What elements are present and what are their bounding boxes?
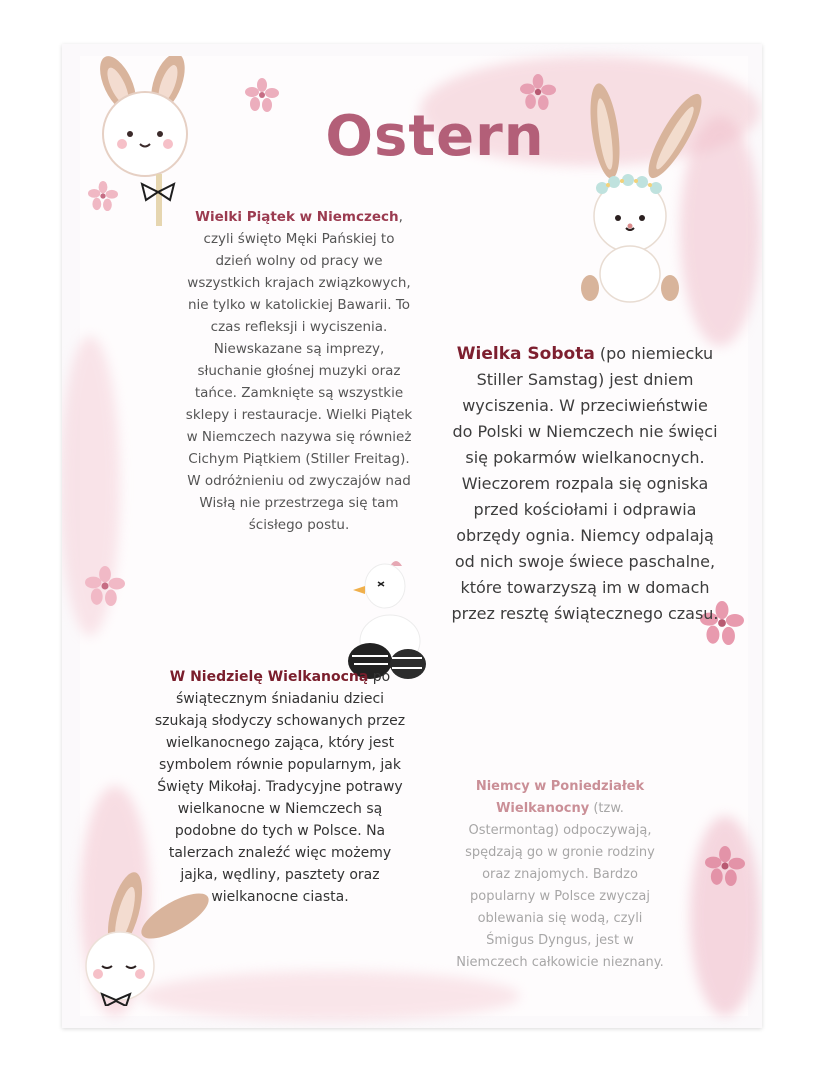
flower-icon: [85, 566, 125, 606]
bunny-flower-crown-icon: [560, 76, 730, 306]
section-lead: W Niedzielę Wielkanocną: [169, 669, 369, 685]
section-text: , czyli święto Męki Pańskiej to dzień wolny od pracy we wszystkich krajach związkowych, nie tylko w katolickiej Bawarii. To czas refleksji i wyciszenia. Niewskazane są imprezy, słuchanie głośnej muzyki oraz tańce. Zamknięte są wszystkie sklepy i restauracje. Wielki Piątek w Niemczech nazywa się również Cichym Piątkiem (Stiller Freitag). W odróżnieniu od zwyczajów nad Wisłą nie przestrzega się tam ścisłego postu.: [185, 209, 413, 533]
section-lead: Wielki Piątek w Niemczech: [195, 209, 399, 225]
section-good-friday: [184, 206, 414, 536]
section-easter-sunday: [150, 666, 410, 908]
flower-icon: [705, 846, 745, 886]
section-text: (tzw. Ostermontag) odpoczywają, spędzają go w gronie rodziny oraz znajomych. Bardzo popularny w Polsce zwyczaj oblewania się wodą, czyli Śmigus Dyngus, jest w Niemczech całkowicie nieznany.: [456, 801, 664, 970]
poster-sheet: [62, 44, 762, 1028]
bunny-lollipop-icon: [80, 56, 200, 226]
poster-frame: [80, 56, 748, 1016]
flower-icon: [245, 78, 279, 112]
section-easter-monday: [455, 776, 665, 974]
section-holy-saturday: [450, 341, 720, 627]
section-lead: Wielka Sobota: [456, 344, 595, 364]
page-title: Ostern: [325, 104, 545, 169]
section-text: po świątecznym śniadaniu dzieci szukają słodyczy schowanych przez wielkanocnego zająca, który jest symbolem równie popularnym, jak Święty Mikołaj. Tradycyjne potrawy wielkanocne w Niemczech są podobne do tych w Polsce. Na talerzach znaleźć więc możemy jajka, wędliny, pasztety oraz wielkanocne ciasta.: [154, 669, 406, 905]
section-text: (po niemiecku Stiller Samstag) jest dniem wyciszenia. W przeciwieństwie do Polski w Niemczech nie święci się pokarmów wielkanocnych. Wieczorem rozpala się ogniska przed kościołami i odprawia obrzędy ognia. Niemcy odpalają od nich swoje świece paschalne, które towarzyszą im w domach przez resztę świątecznego czasu.: [451, 344, 719, 623]
duck-with-egg-icon: [330, 546, 430, 686]
section-lead: Niemcy w Poniedziałek Wielkanocny: [475, 779, 645, 816]
